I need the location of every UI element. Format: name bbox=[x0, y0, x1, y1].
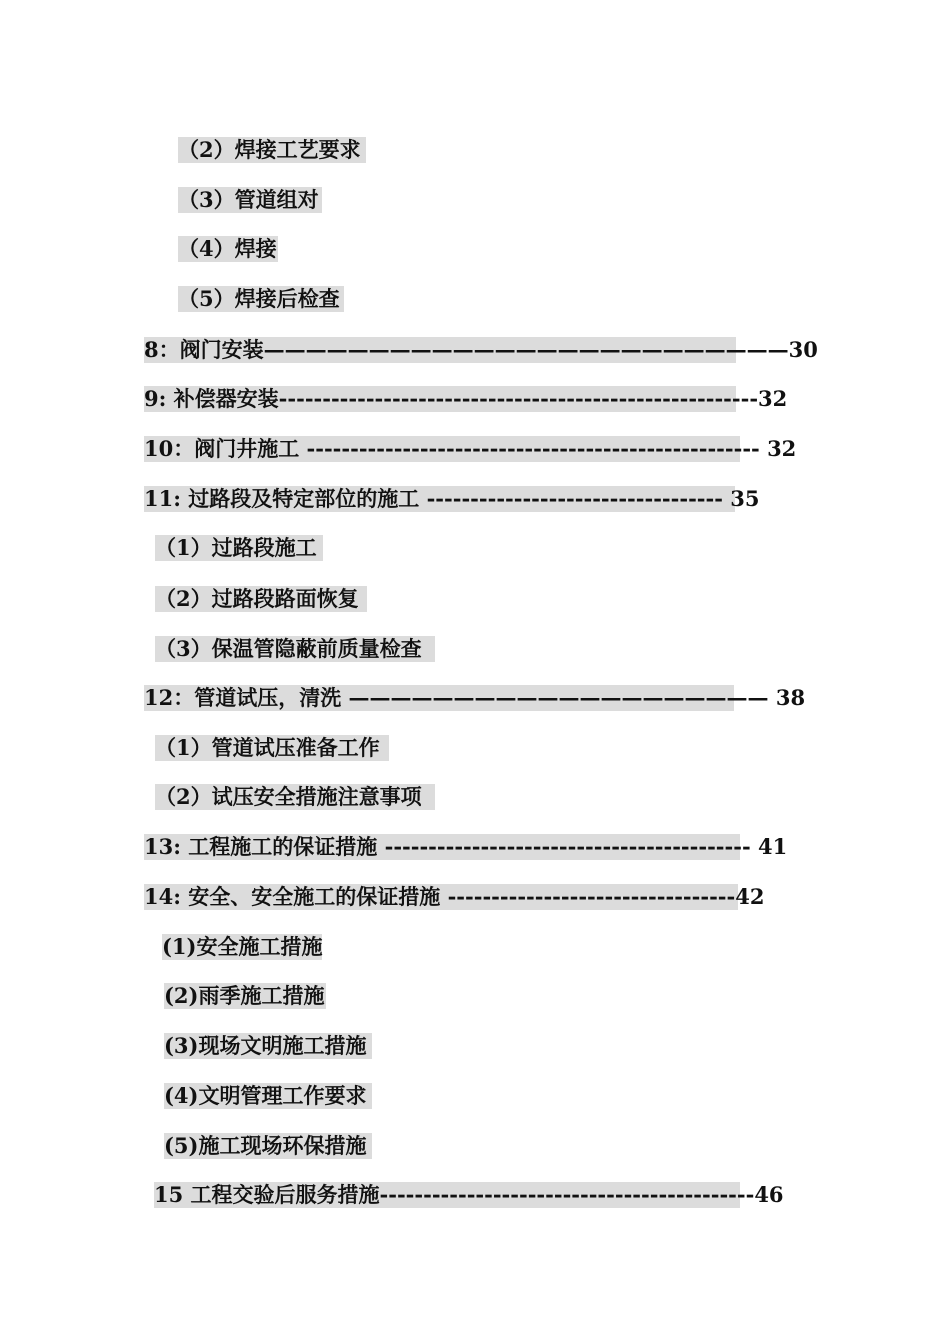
toc-entry-14-5: (5)施工现场环保措施 bbox=[164, 1133, 372, 1159]
toc-entry-12-1: （1）管道试压准备工作 bbox=[155, 735, 389, 761]
toc-entry-11: 11: 过路段及特定部位的施工 ---------------------------------- 35 bbox=[144, 486, 760, 511]
toc-entry-14-3: (3)现场文明施工措施 bbox=[164, 1033, 372, 1059]
toc-entry-14-4: (4)文明管理工作要求 bbox=[164, 1083, 372, 1109]
toc-entry-8: 8：阀门安装—————————————————————————30 bbox=[144, 337, 818, 362]
toc-entry-14: 14: 安全、安全施工的保证措施 ---------------------------------42 bbox=[144, 884, 765, 909]
toc-entry-2-3: （3）管道组对 bbox=[178, 187, 322, 213]
toc-entry-13: 13: 工程施工的保证措施 ------------------------------------------ 41 bbox=[144, 834, 788, 859]
toc-entry-11-3: （3）保温管隐蔽前质量检查 bbox=[155, 636, 435, 662]
toc-entry-12-2: （2）试压安全措施注意事项 bbox=[155, 784, 435, 810]
toc-entry-12: 12：管道试压，清洗 ———————————————————— 38 bbox=[144, 685, 806, 710]
toc-entry-2-4: （4）焊接 bbox=[178, 236, 277, 261]
toc-entry-9: 9: 补偿器安装-------------------------------------------------------32 bbox=[144, 386, 788, 411]
toc-entry-11-1: （1）过路段施工 bbox=[155, 535, 323, 561]
toc-entry-15: 15 工程交验后服务措施-------------------------------------------46 bbox=[154, 1182, 784, 1207]
toc-entry-10: 10：阀门井施工 ---------------------------------------------------- 32 bbox=[144, 436, 797, 461]
toc-entry-2-5: （5）焊接后检查 bbox=[178, 286, 344, 312]
toc-entry-14-1: (1)安全施工措施 bbox=[162, 934, 323, 959]
toc-entry-2-2: （2）焊接工艺要求 bbox=[178, 137, 366, 163]
toc-entry-14-2: (2)雨季施工措施 bbox=[164, 983, 325, 1008]
toc-entry-11-2: （2）过路段路面恢复 bbox=[155, 586, 367, 612]
